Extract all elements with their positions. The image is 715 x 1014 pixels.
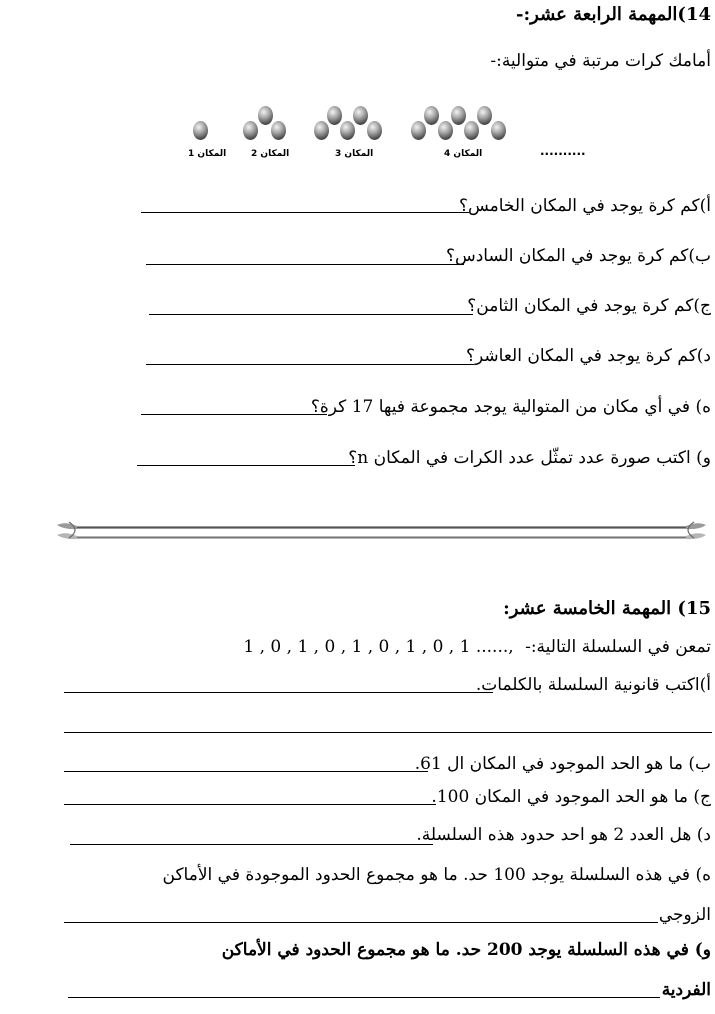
answer-line[interactable]	[64, 771, 428, 772]
question-15f-line2: الفردية	[661, 980, 711, 1000]
ball	[243, 121, 258, 140]
place-caption: المكان 3	[335, 149, 374, 159]
ball	[193, 121, 208, 140]
series-line	[243, 636, 711, 658]
place-caption: المكان 1	[188, 149, 227, 159]
ball	[367, 121, 382, 140]
question-15e-line2: الزوجي	[658, 905, 711, 925]
ball	[271, 121, 286, 140]
series-intro: تمعن في السلسلة التالية:-	[525, 637, 711, 657]
question-15d: د) هل العدد 2 هو احد حدود هذه السلسلة.	[416, 825, 711, 845]
answer-line[interactable]	[64, 922, 658, 923]
ball	[340, 121, 355, 140]
ball	[314, 121, 329, 140]
answer-line[interactable]	[149, 314, 473, 315]
series-values: 1 , 0 , 1 , 0 , 1 , 0 , 1 , 0 , 1	[243, 637, 471, 657]
task15-title: 15) المهمة الخامسة عشر:	[503, 598, 711, 619]
question-15e-line1: ه) في هذه السلسلة يوجد 100 حد. ما هو مجموع الحدود الموجودة في الأماكن	[162, 865, 711, 885]
answer-line[interactable]	[141, 414, 327, 415]
ball	[327, 106, 342, 125]
ball	[353, 106, 368, 125]
task14-intro: أمامك كرات مرتبة في متوالية:-	[490, 51, 711, 71]
question-d: د)كم كرة يوجد في المكان العاشر؟	[466, 346, 711, 366]
answer-line[interactable]	[64, 732, 712, 733]
answer-line[interactable]	[146, 364, 474, 365]
ball	[438, 121, 453, 140]
ball	[491, 121, 506, 140]
question-e: ه) في أي مكان من المتوالية يوجد مجموعة فيها 17 كرة؟	[310, 397, 711, 417]
answer-line[interactable]	[141, 212, 469, 213]
question-15a: أ)اكتب قانونية السلسلة بالكلمات.	[475, 675, 711, 695]
decorative-divider	[55, 518, 708, 542]
question-15c: ج) ما هو الحد الموجود في المكان 100.	[431, 787, 711, 807]
place-caption: المكان 2	[251, 149, 290, 159]
question-b: ب)كم كرة يوجد في المكان السادس؟	[445, 246, 711, 266]
ball	[411, 121, 426, 140]
ball	[424, 106, 439, 125]
question-15b: ب) ما هو الحد الموجود في المكان ال 61.	[414, 754, 711, 774]
series-tail: ......,	[475, 637, 514, 657]
answer-line[interactable]	[64, 804, 436, 805]
answer-line[interactable]	[64, 692, 493, 693]
answer-line[interactable]	[146, 264, 464, 265]
answer-line[interactable]	[70, 844, 433, 845]
ball	[464, 121, 479, 140]
answer-line[interactable]	[137, 465, 355, 466]
task14-title: 14)المهمة الرابعة عشر:-	[516, 4, 711, 25]
place-caption: المكان 4	[444, 149, 483, 159]
ball	[451, 106, 466, 125]
question-f: و) اكتب صورة عدد تمثّل عدد الكرات في المكان n؟	[348, 448, 711, 468]
question-15f-line1: و) في هذه السلسلة يوجد 200 حد. ما هو مجموع الحدود في الأماكن	[221, 940, 711, 960]
question-c: ج)كم كرة يوجد في المكان الثامن؟	[467, 296, 711, 316]
ellipsis: ..........	[540, 144, 586, 158]
answer-line[interactable]	[68, 997, 660, 998]
series-values-group	[243, 636, 513, 658]
ball	[477, 106, 492, 125]
ball	[258, 106, 273, 125]
question-a: أ)كم كرة يوجد في المكان الخامس؟	[458, 196, 711, 216]
